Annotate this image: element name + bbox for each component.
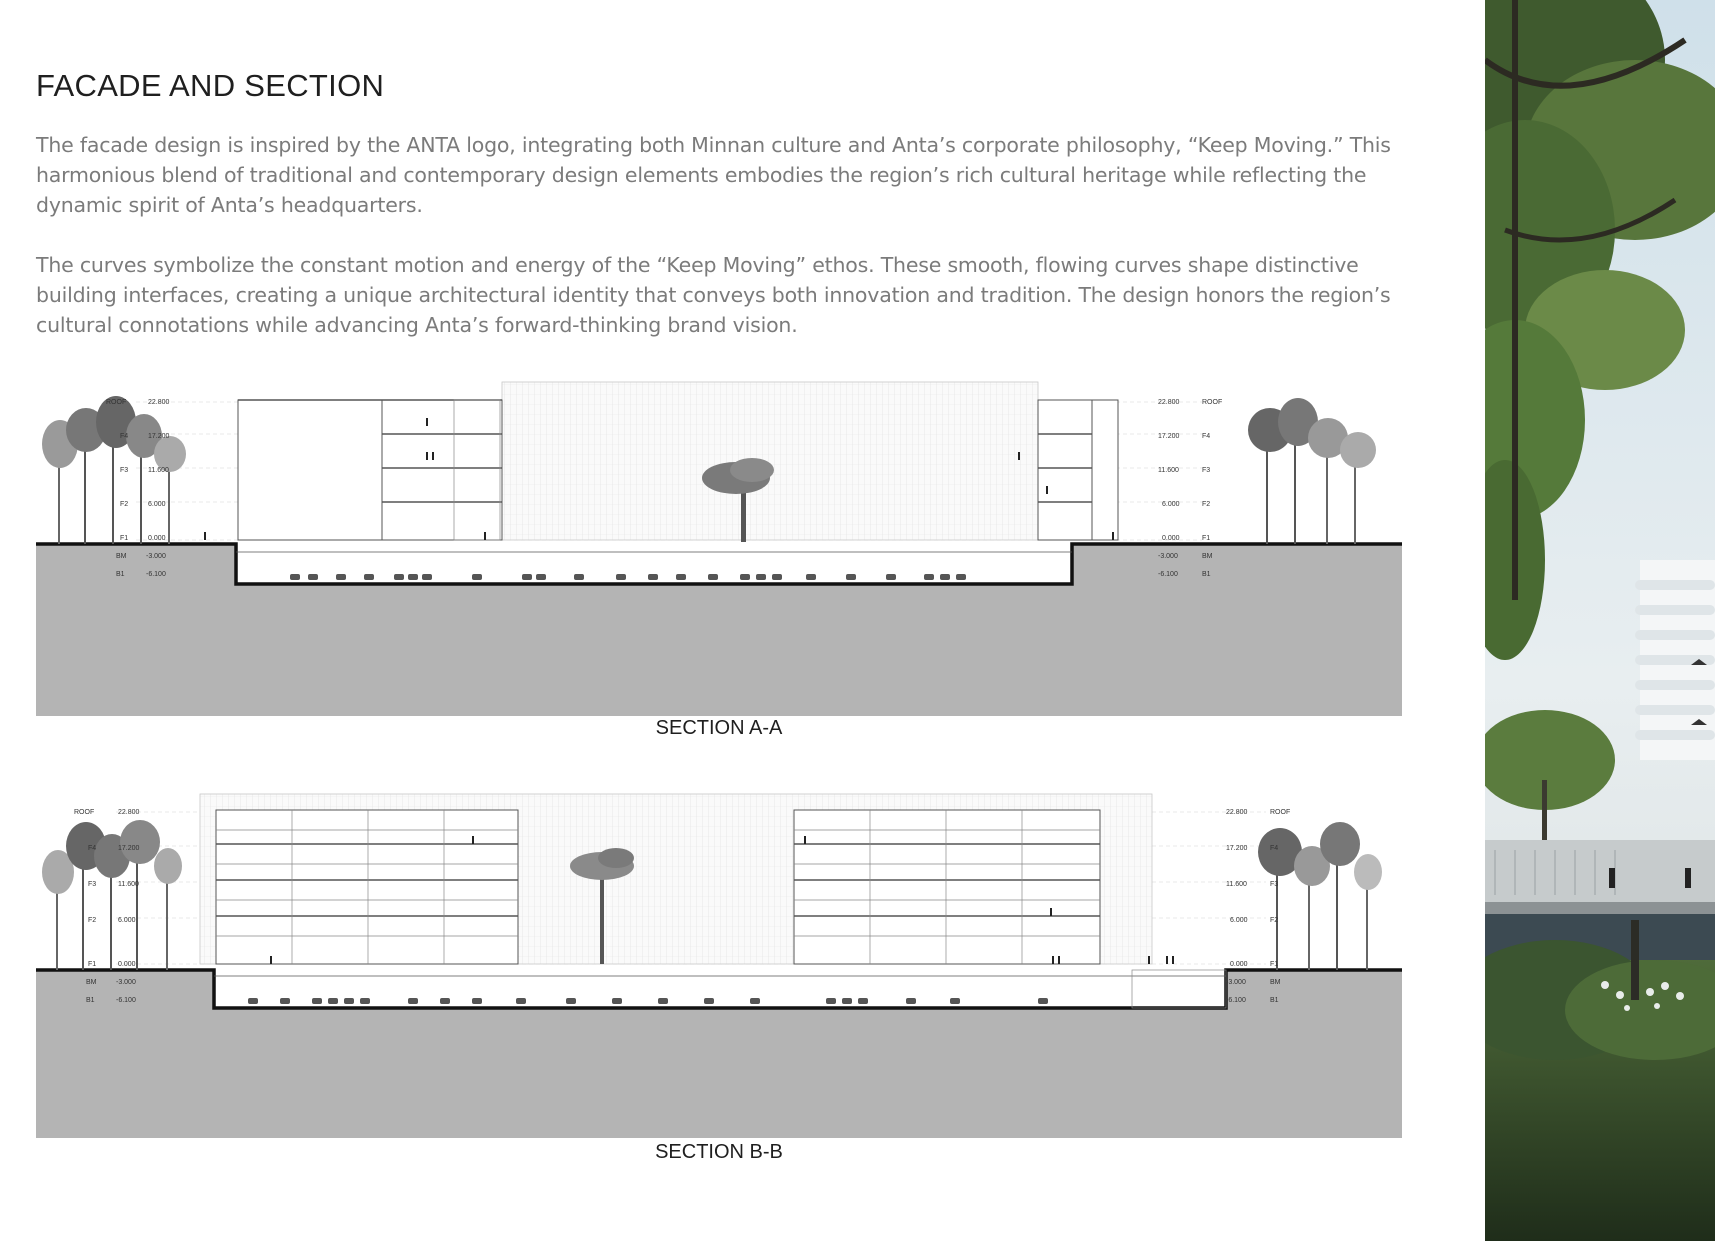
- level-value: 6.000: [148, 501, 166, 508]
- level-name: ROOF: [106, 399, 127, 406]
- level-name: F3: [120, 467, 129, 474]
- street-fence: [1485, 840, 1715, 902]
- level-value: -3.000: [116, 979, 136, 986]
- level-name: ROOF: [1270, 809, 1291, 816]
- level-name: F1: [88, 961, 97, 968]
- section-a-a-svg: [36, 374, 1402, 716]
- level-name: ROOF: [1202, 399, 1223, 406]
- level-value: 11.600: [148, 467, 169, 474]
- section-a-a-drawing: [36, 374, 1402, 716]
- level-name: F1: [120, 535, 129, 542]
- section-a-a-caption: SECTION A-A: [655, 717, 783, 739]
- level-value: 0.000: [118, 961, 136, 968]
- building-rendering-image: [1485, 0, 1715, 1241]
- level-name: B1: [1270, 997, 1279, 1004]
- level-value: -3.000: [1226, 979, 1246, 986]
- level-value: 17.200: [148, 433, 170, 440]
- level-value: 6.000: [118, 917, 136, 924]
- level-value: 22.800: [148, 399, 170, 406]
- level-value: 22.800: [1226, 809, 1248, 816]
- concept-paragraph: The curves symbolize the constant motion and energy of the “Keep Moving” ethos. These smooth, flowing curves shape distinctive building interfaces, creating a unique architectural identity that conveys both innovation and tradition. The design honors the region’s cultural connotations while advancing Anta’s forward-thinking brand vision.: [36, 253, 1391, 337]
- level-value: 6.000: [1162, 501, 1180, 508]
- level-value: 17.200: [118, 845, 140, 852]
- level-name: B1: [86, 997, 95, 1004]
- level-value: 0.000: [1230, 961, 1248, 968]
- right-block: [794, 810, 1100, 964]
- intro-paragraph: The facade design is inspired by the ANTA logo, integrating both Minnan culture and Anta’s corporate philosophy, “Keep Moving.” This harmonious blend of traditional and contemporary design elements embodies the region’s rich cultural heritage while reflecting the dynamic spirit of Anta’s headquarters.: [36, 133, 1391, 217]
- level-value: 11.600: [118, 881, 139, 888]
- level-name: B1: [116, 571, 125, 578]
- tower-building: [1635, 560, 1715, 760]
- level-value: 22.800: [1158, 399, 1180, 406]
- level-value: 17.200: [1226, 845, 1248, 852]
- level-value: -6.100: [116, 997, 136, 1004]
- level-name: BM: [86, 979, 97, 986]
- level-value: 11.600: [1226, 881, 1247, 888]
- level-name: F3: [1270, 881, 1279, 888]
- level-name: BM: [1202, 553, 1213, 560]
- level-name: ROOF: [74, 809, 95, 816]
- level-name: F4: [1270, 845, 1279, 852]
- section-b-b-svg: [36, 786, 1402, 1138]
- level-value: -3.000: [146, 553, 166, 560]
- level-value: -3.000: [1158, 553, 1178, 560]
- level-name: F3: [88, 881, 97, 888]
- level-value: 6.000: [1230, 917, 1248, 924]
- basement-parking: [236, 552, 1072, 580]
- level-name: F1: [1202, 535, 1211, 542]
- left-trees: [42, 820, 182, 970]
- left-block: [216, 810, 518, 964]
- right-trees: [1248, 398, 1376, 544]
- rendering-svg: [1485, 0, 1715, 1241]
- ground-mass: [36, 970, 1402, 1138]
- level-name: F2: [120, 501, 129, 508]
- level-name: F4: [1202, 433, 1211, 440]
- level-value: 11.600: [1158, 467, 1179, 474]
- level-value: 0.000: [1162, 535, 1180, 542]
- section-b-b-caption: SECTION B-B: [655, 1141, 783, 1163]
- level-name: F2: [1270, 917, 1279, 924]
- level-value: -6.100: [146, 571, 166, 578]
- level-name: BM: [1270, 979, 1281, 986]
- level-name: F4: [88, 845, 97, 852]
- level-name: BM: [116, 553, 127, 560]
- section-b-b-drawing: [36, 786, 1402, 1138]
- level-value: 0.000: [148, 535, 166, 542]
- level-name: F2: [1202, 501, 1211, 508]
- level-value: 22.800: [118, 809, 140, 816]
- level-name: F1: [1270, 961, 1279, 968]
- level-name: F3: [1202, 467, 1211, 474]
- ground-mass: [36, 544, 1402, 716]
- level-value: 17.200: [1158, 433, 1180, 440]
- level-name: F2: [88, 917, 97, 924]
- level-name: B1: [1202, 571, 1211, 578]
- left-wing: [238, 400, 502, 540]
- atrium-glazing: [502, 382, 1038, 540]
- level-value: -6.100: [1226, 997, 1246, 1004]
- level-name: F4: [120, 433, 129, 440]
- right-wing: [1038, 400, 1118, 540]
- level-value: -6.100: [1158, 571, 1178, 578]
- page-title: FACADE AND SECTION: [36, 68, 385, 103]
- basement-parking: [214, 970, 1226, 1008]
